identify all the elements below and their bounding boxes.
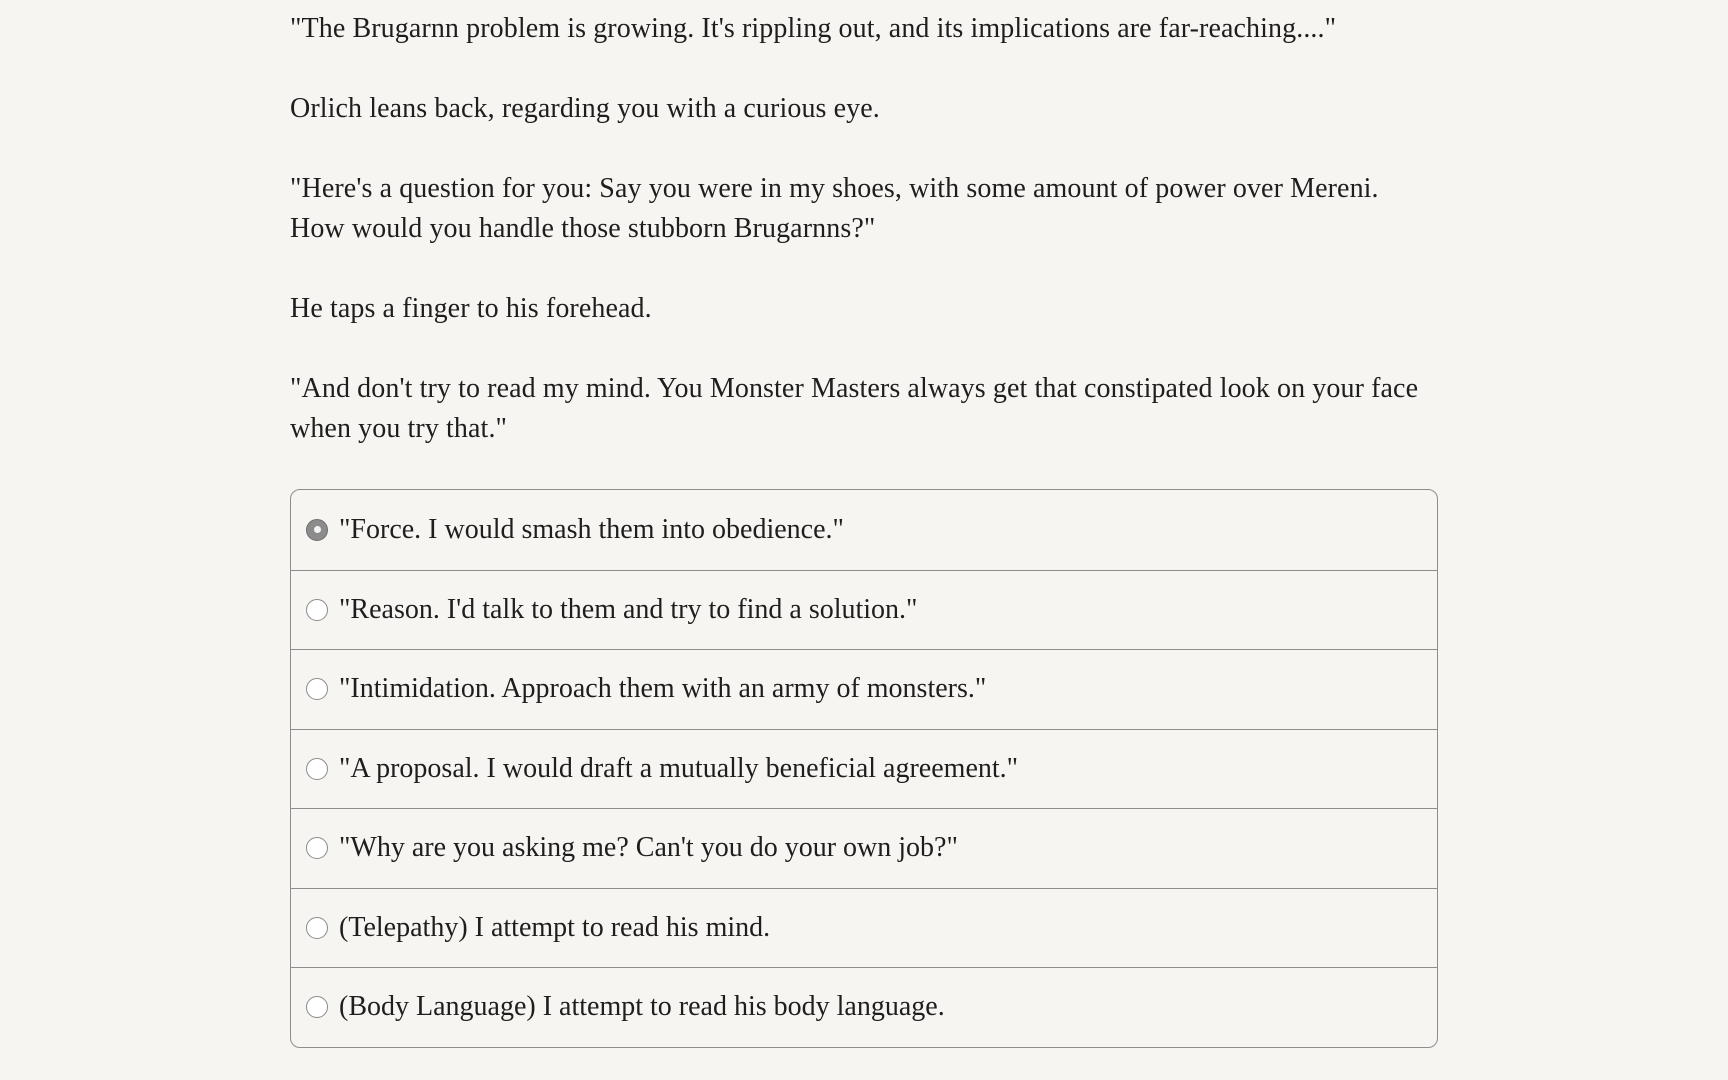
main-column <box>290 0 1438 1048</box>
radio-button[interactable] <box>306 758 328 780</box>
choice-option-telepathy[interactable] <box>291 888 1437 968</box>
choice-list <box>290 489 1438 1048</box>
story-paragraph: Orlich leans back, regarding you with a curious eye. <box>290 93 880 124</box>
choice-option-intimidation[interactable] <box>291 649 1437 729</box>
choice-label: "Intimidation. Approach them with an army of monsters." <box>339 673 987 705</box>
choice-label: "Why are you asking me? Can't you do your own job?" <box>339 832 958 864</box>
story-paragraph: He taps a finger to his forehead. <box>290 293 652 324</box>
story-text <box>290 0 1438 449</box>
choice-label: (Body Language) I attempt to read his body language. <box>339 991 945 1023</box>
choice-option-proposal[interactable] <box>291 729 1437 809</box>
radio-button[interactable] <box>306 599 328 621</box>
choice-option-body-language[interactable] <box>291 967 1437 1047</box>
story-paragraph: "Here's a question for you: Say you were in my shoes, with some amount of power over Mereni. How would you handle those stubborn Brugarnns?" <box>290 173 1379 244</box>
story-paragraph: "And don't try to read my mind. You Monster Masters always get that constipated look on your face when you try that." <box>290 373 1419 444</box>
radio-button[interactable] <box>306 837 328 859</box>
choice-option-force[interactable] <box>291 490 1437 570</box>
choice-label: (Telepathy) I attempt to read his mind. <box>339 911 771 943</box>
radio-button[interactable] <box>306 917 328 939</box>
choice-label: "Reason. I'd talk to them and try to find a solution." <box>339 593 918 625</box>
radio-button-selected[interactable] <box>306 519 328 541</box>
radio-button[interactable] <box>306 996 328 1018</box>
radio-button[interactable] <box>306 678 328 700</box>
choice-label: "A proposal. I would draft a mutually beneficial agreement." <box>339 752 1019 784</box>
choice-label: "Force. I would smash them into obedience." <box>339 513 844 545</box>
choice-option-why-me[interactable] <box>291 808 1437 888</box>
story-paragraph: "The Brugarnn problem is growing. It's rippling out, and its implications are far-reaching...." <box>290 13 1337 44</box>
choice-option-reason[interactable] <box>291 570 1437 650</box>
